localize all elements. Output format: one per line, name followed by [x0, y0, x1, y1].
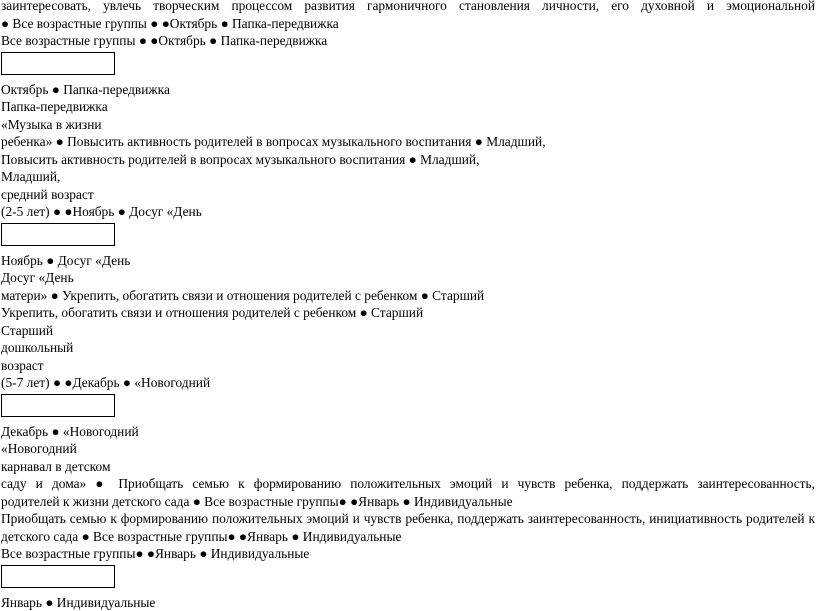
- text-line: Приобщать семью к формированию положительных эмоций и чувств ребенка, поддержать заинтересованность, инициативность родителей к: [1, 510, 815, 528]
- text-line: дошкольный: [1, 339, 815, 357]
- text-line: Все возрастные группы ● ●Октябрь ● Папка-передвижка: [1, 32, 815, 50]
- text-line: Январь ● Индивидуальные: [1, 594, 815, 611]
- text-line: ● Все возрастные группы ● ●Октябрь ● Папка-передвижка: [1, 15, 815, 33]
- image-placeholder-box: [1, 223, 115, 246]
- text-line: возраст: [1, 357, 815, 375]
- text-line: Досуг «День: [1, 269, 815, 287]
- text-line: Ноябрь ● Досуг «День: [1, 252, 815, 270]
- text-line: Октябрь ● Папка-передвижка: [1, 81, 815, 99]
- text-line: средний возраст: [1, 186, 815, 204]
- text-line: Все возрастные группы● ●Январь ● Индивидуальные: [1, 545, 815, 563]
- text-line: (5-7 лет) ● ●Декабрь ● «Новогодний: [1, 374, 815, 392]
- text-line: Укрепить, обогатить связи и отношения родителей с ребенком ● Старший: [1, 304, 815, 322]
- text-line: Младший,: [1, 168, 815, 186]
- image-placeholder-box: [1, 52, 115, 75]
- text-line: родителей к жизни детского сада ● Все возрастные группы● ●Январь ● Индивидуальные: [1, 493, 815, 511]
- text-line: Декабрь ● «Новогодний: [1, 423, 815, 441]
- text-line: ребенка» ● Повысить активность родителей в вопросах музыкального воспитания ● Младший,: [1, 133, 815, 151]
- document-body: [1, 0, 815, 611]
- text-line: карнавал в детском: [1, 458, 815, 476]
- text-line: детского сада ● Все возрастные группы● ●Январь ● Индивидуальные: [1, 528, 815, 546]
- text-line: «Музыка в жизни: [1, 116, 815, 134]
- text-line: Папка-передвижка: [1, 98, 815, 116]
- text-line: Старший: [1, 322, 815, 340]
- text-line: заинтересовать, увлечь творческим процессом развития гармоничного становления личности, его духовной и эмоциональной: [1, 0, 815, 15]
- text-line: Повысить активность родителей в вопросах музыкального воспитания ● Младший,: [1, 151, 815, 169]
- image-placeholder-box: [1, 565, 115, 588]
- text-line: матери» ● Укрепить, обогатить связи и отношения родителей с ребенком ● Старший: [1, 287, 815, 305]
- image-placeholder-box: [1, 394, 115, 417]
- text-line: «Новогодний: [1, 440, 815, 458]
- text-line: (2-5 лет) ● ●Ноябрь ● Досуг «День: [1, 203, 815, 221]
- text-line: саду и дома» ● Приобщать семью к формированию положительных эмоций и чувств ребенка, поддержать заинтересованность,: [1, 475, 815, 493]
